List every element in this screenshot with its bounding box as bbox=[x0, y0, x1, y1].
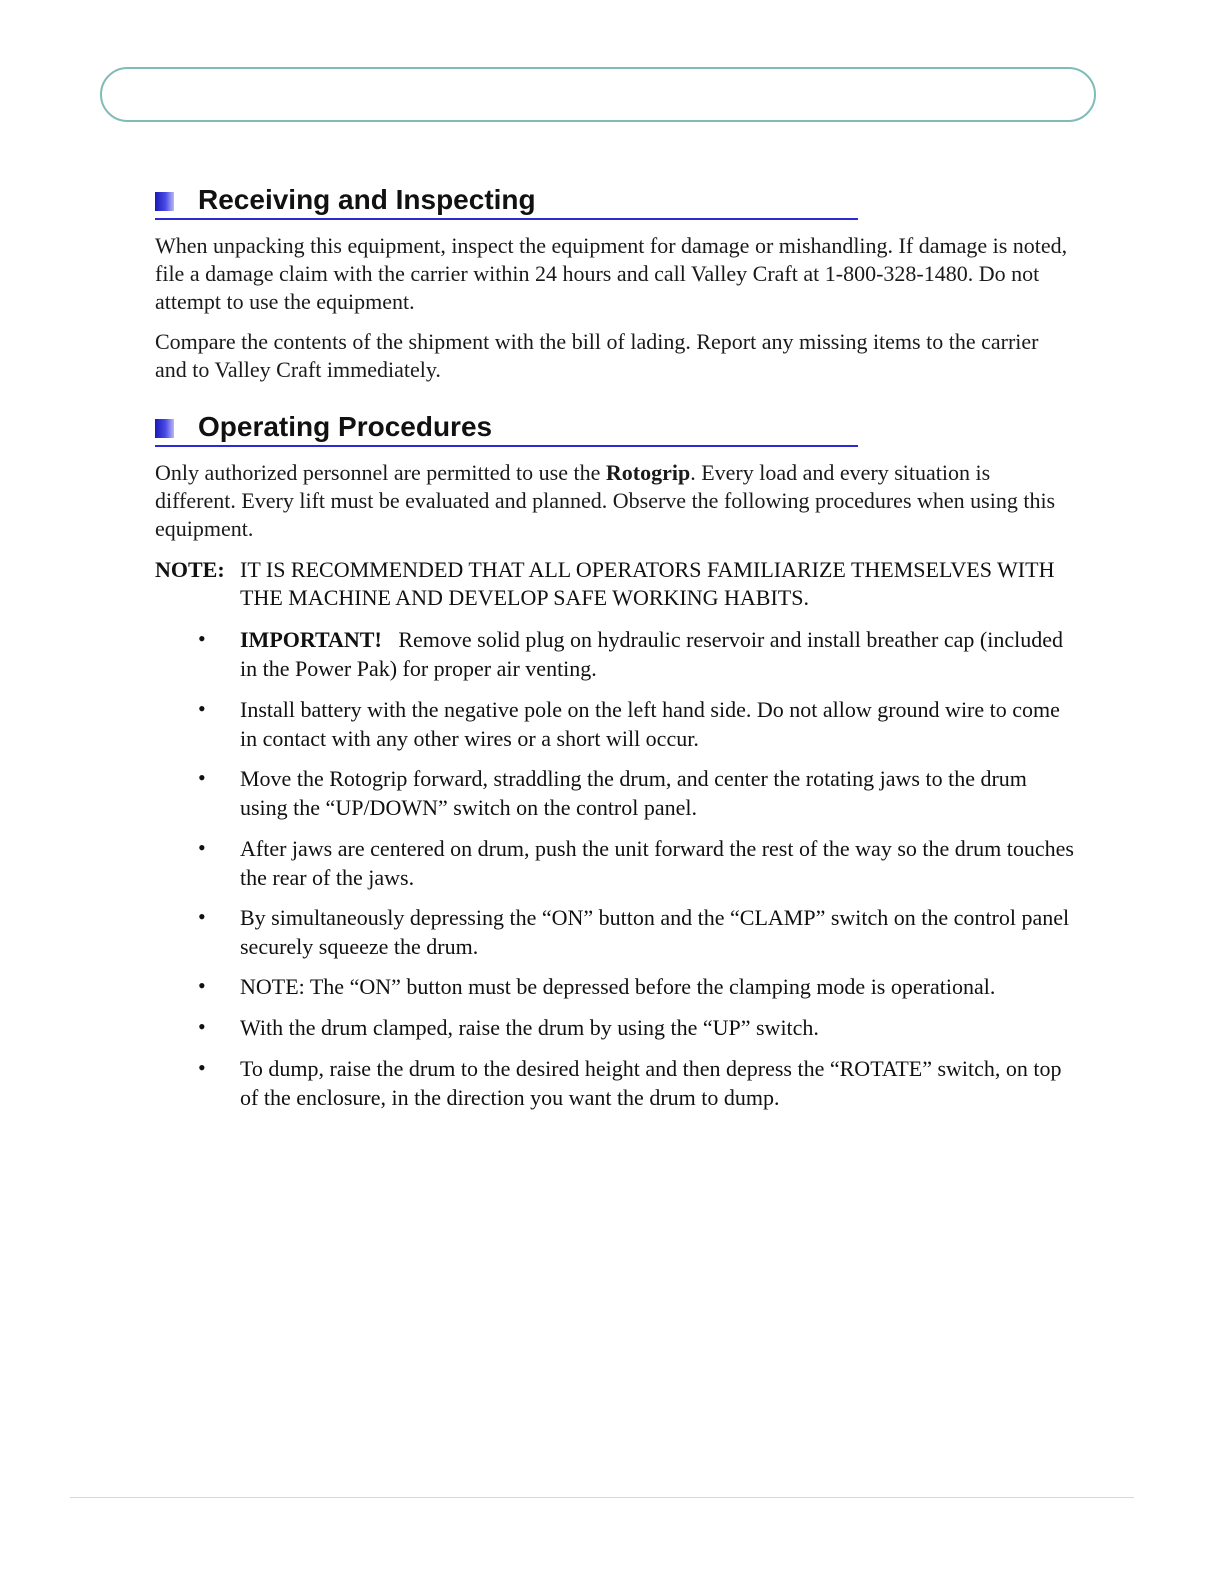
list-item: By simultaneously depressing the “ON” button and the “CLAMP” switch on the control panel securely squeeze the drum. bbox=[240, 905, 1070, 959]
bullet-icon: • bbox=[198, 904, 206, 929]
list-item: To dump, raise the drum to the desired height and then depress the “ROTATE” switch, on top of the enclosure, in the direction you want the drum to dump. bbox=[240, 1056, 1062, 1110]
section-title: Receiving and Inspecting bbox=[198, 184, 536, 215]
receiving-paragraph-1: When unpacking this equipment, inspect the equipment for damage or mishandling. If damage is noted, file a damage claim with the carrier within 24 hours and call Valley Craft at 1-800-328-1480. Do not attempt to use the equipment. bbox=[155, 233, 1068, 314]
product-name: Rotogrip bbox=[605, 460, 691, 485]
footer-divider bbox=[70, 1497, 1134, 1498]
note-text: IT IS RECOMMENDED THAT ALL OPERATORS FAMILIARIZE THEMSELVES WITH THE MACHINE AND DEVELOP SAFE WORKING HABITS. bbox=[240, 557, 1055, 610]
list-item-text: Remove solid plug on hydraulic reservoir and install breather cap (included in the Power Pak) for proper air venting. bbox=[240, 627, 1063, 681]
bullet-icon: • bbox=[198, 626, 206, 651]
list-item: With the drum clamped, raise the drum by using the “UP” switch. bbox=[240, 1015, 819, 1040]
bullet-icon: • bbox=[198, 973, 206, 998]
list-item bbox=[240, 625, 1080, 683]
heading-square-icon bbox=[155, 192, 174, 211]
section-heading-receiving bbox=[155, 184, 858, 220]
receiving-paragraph-2: Compare the contents of the shipment with the bill of lading. Report any missing items to the carrier and to Valley Craft immediately. bbox=[155, 329, 1039, 382]
bullet-icon: • bbox=[198, 1014, 206, 1039]
list-item: Move the Rotogrip forward, straddling the drum, and center the rotating jaws to the drum using the “UP/DOWN” switch on the control panel. bbox=[240, 766, 1027, 820]
intro-text-after: . Every load and every situation is different. Every lift must be evaluated and planned. Observe the following procedures when using this equipment. bbox=[155, 460, 1056, 541]
note-label: NOTE: bbox=[155, 557, 225, 582]
bullet-icon: • bbox=[198, 835, 206, 860]
list-item: NOTE: The “ON” button must be depressed before the clamping mode is operational. bbox=[240, 974, 996, 999]
bullet-icon: • bbox=[198, 696, 206, 721]
bullet-icon: • bbox=[198, 765, 206, 790]
list-item: After jaws are centered on drum, push the unit forward the rest of the way so the drum touches the rear of the jaws. bbox=[240, 836, 1074, 890]
section-title: Operating Procedures bbox=[198, 411, 493, 442]
page-header-box bbox=[100, 67, 1096, 122]
intro-text-before: Only authorized personnel are permitted to use the bbox=[155, 460, 606, 485]
list-item: Install battery with the negative pole on the left hand side. Do not allow ground wire to come in contact with any other wires or a short will occur. bbox=[240, 697, 1060, 751]
bullet-icon: • bbox=[198, 1055, 206, 1080]
heading-square-icon bbox=[155, 419, 174, 438]
operating-intro-paragraph bbox=[155, 459, 1075, 543]
section-heading-operating bbox=[155, 411, 858, 447]
important-label: IMPORTANT! bbox=[240, 627, 382, 652]
